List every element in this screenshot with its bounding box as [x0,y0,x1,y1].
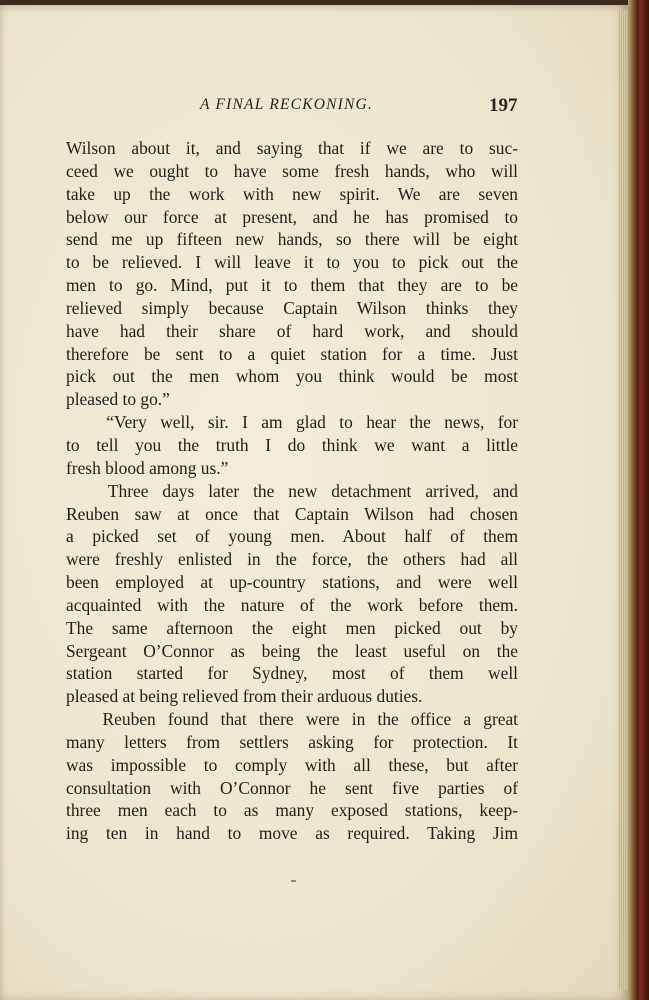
text-line: station started for Sydney, most of them well [66,663,518,684]
text-line: therefore be sent to a quiet station for a time. Just [66,343,518,364]
text-line: Reuben found that there were in the office a great [66,709,518,730]
text-line: send me up fifteen new hands, so there will be eight [66,229,518,250]
text-line: to be relieved. I will leave it to you to pick out the [66,252,518,273]
running-title: A FINAL RECKONING. [200,96,374,113]
text-line: pick out the men whom you think would be most [66,366,518,387]
book-spine [628,0,649,1000]
text-line: men to go. Mind, put it to them that they are to be [66,275,518,296]
text-line: fresh blood among us.” [66,457,229,478]
text-line: consultation with O’Connor he sent five parties of [66,777,518,798]
page-edges [618,10,628,990]
text-line: Wilson about it, and saying that if we are to suc- [66,138,518,158]
text-line: were freshly enlisted in the force, the others had all [66,549,518,570]
text-line: below our force at present, and he has promised to [66,206,518,227]
text-line: a picked set of young men. About half of them [66,526,518,547]
text-line: ceed we ought to have some fresh hands, who will [66,160,518,181]
text-line: ing ten in hand to move as required. Taking Jim [66,823,518,844]
text-line: pleased to go.” [66,389,170,410]
text-line: acquainted with the nature of the work before them. [66,594,518,615]
page-top-edge [0,0,628,5]
text-line: pleased at being relieved from their arduous duties. [66,686,423,707]
text-line: Sergeant O’Connor as being the least useful on the [66,640,518,661]
body-text [66,137,518,845]
text-line: Three days later the new detachment arrived, and [66,480,518,501]
text-line: relieved simply because Captain Wilson thinks they [66,297,518,318]
text-line: to tell you the truth I do think we want a little [66,434,518,455]
text-line: The same afternoon the eight men picked out by [66,617,518,638]
text-line: was impossible to comply with all these, but after [66,754,518,775]
print-mark [291,880,296,882]
text-line: have had their share of hard work, and should [66,320,518,341]
text-line: three men each to as many exposed stations, keep- [66,800,518,821]
text-line: “Very well, sir. I am glad to hear the news, for [66,412,518,433]
text-line: Reuben saw at once that Captain Wilson had chosen [66,503,518,524]
page-number: 197 [489,95,518,116]
text-line: many letters from settlers asking for protection. It [66,731,518,752]
text-line: been employed at up-country stations, and were well [66,572,518,593]
text-line: take up the work with new spirit. We are seven [66,183,518,204]
